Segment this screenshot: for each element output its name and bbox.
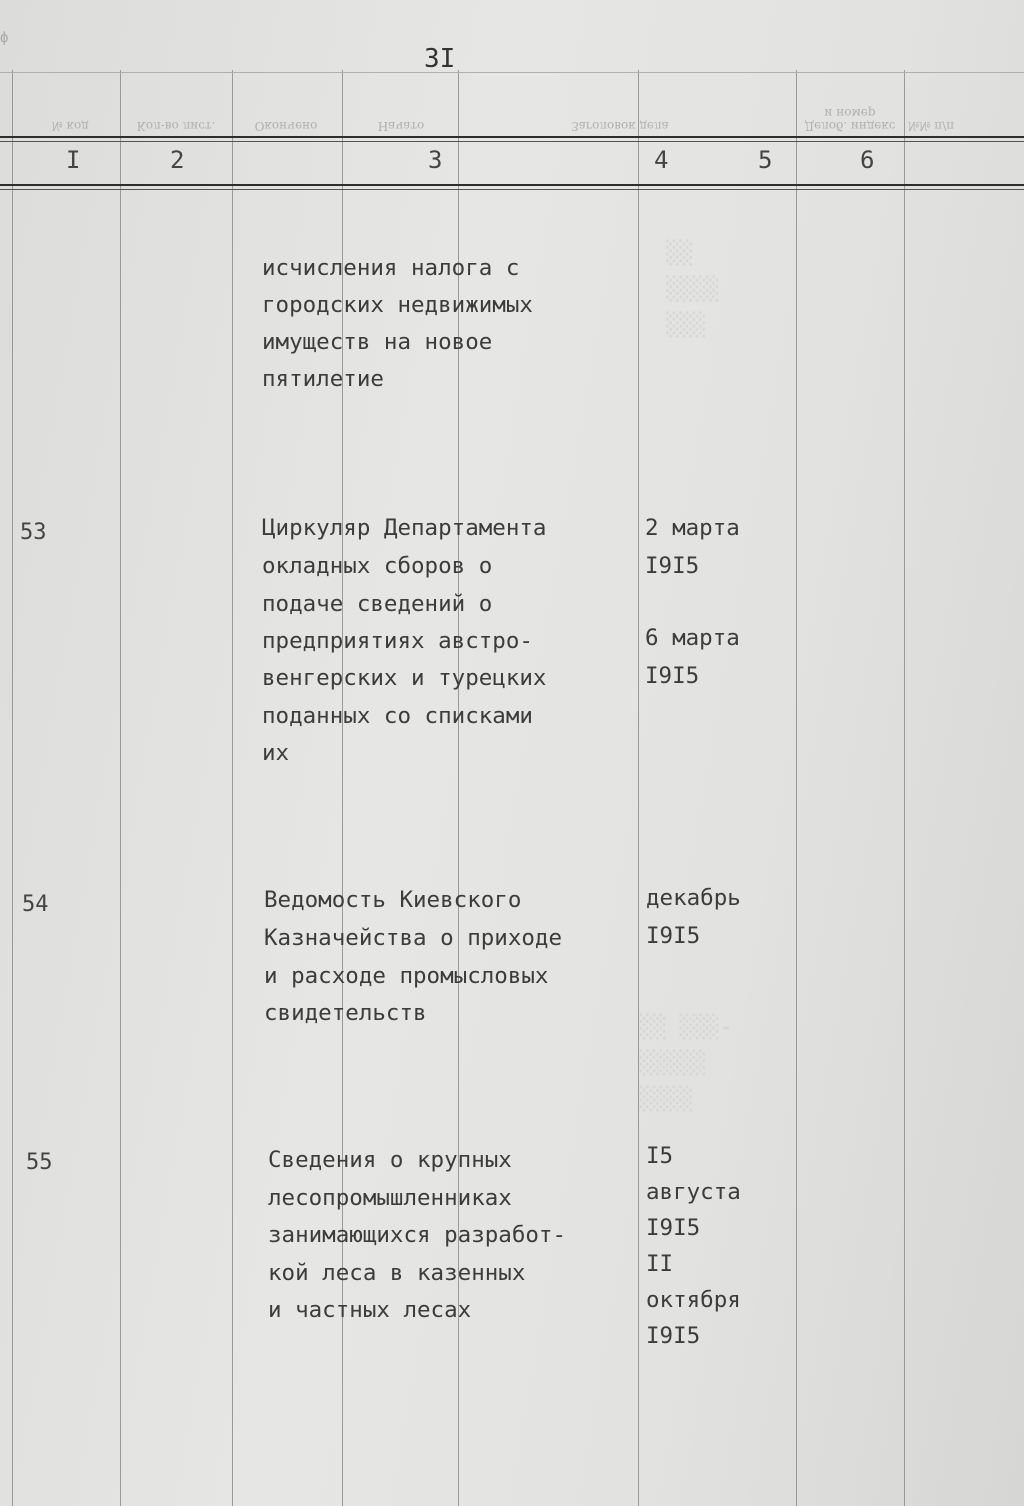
column-rule [638, 70, 639, 1506]
column-number-1: I [66, 146, 81, 174]
entry-date: октября [646, 1287, 741, 1313]
entry-date: I9I5 [646, 1215, 701, 1241]
entry-number: 53 [20, 520, 47, 545]
entry-title-line: пятилетие [262, 366, 384, 392]
header-rule-lower [0, 184, 1024, 186]
entry-date: I9I5 [645, 663, 700, 689]
header-col-sheets: Кол-во лист. [136, 119, 216, 133]
entry-title-line: кой леса в казенных [268, 1260, 526, 1286]
header-top-rule [0, 72, 1024, 73]
entry-title-line: венгерских и турецких [262, 665, 547, 691]
column-number-2: 2 [170, 146, 185, 174]
entry-date: 2 марта [645, 515, 740, 541]
entry-title-line: лесопромышленниках [268, 1185, 512, 1211]
entry-date: августа [646, 1179, 741, 1205]
header-rule-upper-thin [0, 141, 1024, 142]
entry-number: 55 [26, 1150, 53, 1175]
entry-date: II [646, 1251, 674, 1277]
column-rule [12, 70, 13, 1506]
entry-title-line: свидетельств [264, 1000, 427, 1026]
entry-date: декабрь [646, 885, 741, 911]
column-rule [904, 70, 905, 1506]
entry-title-line: Циркуляр Департамента [262, 515, 547, 541]
header-rule-upper [0, 136, 1024, 138]
column-number-4: 4 [654, 146, 669, 174]
entry-title-line: Казначейства о приходе [264, 925, 563, 951]
entry-title-line: и частных лесах [268, 1297, 472, 1323]
header-col-start: Начато [377, 119, 425, 133]
header-col-index: Делоб. индекс и номер [804, 106, 896, 133]
header-col-no: № код [51, 119, 89, 133]
header-col-pp: №№ п/п [907, 119, 955, 133]
column-rule [232, 70, 233, 1506]
entry-title-line: Ведомость Киевского [264, 887, 522, 913]
entry-title-line: имуществ на новое [262, 329, 493, 355]
entry-number: 54 [22, 892, 49, 917]
bleed-through-shadow: ░░ ░░░- ░░░░░ ░░░░ [640, 1015, 733, 1112]
column-number-3: 3 [428, 146, 443, 174]
entry-date: I9I5 [645, 553, 700, 579]
page-number: 3I [424, 44, 456, 74]
entry-title-line: предприятиях австро- [262, 628, 533, 654]
column-number-5: 5 [758, 146, 773, 174]
header-col-title: Заголовок дела [571, 119, 669, 133]
entry-title-line: Сведения о крупных [268, 1147, 512, 1173]
entry-date: I9I5 [646, 1323, 701, 1349]
bleed-through-shadow: ░░ ░░░░ ░░░ [666, 241, 720, 338]
corner-mark: ф [0, 30, 9, 46]
entry-date: 6 марта [645, 625, 740, 651]
column-rule [796, 70, 797, 1506]
entry-title-line: поданных со списками [262, 703, 533, 729]
entry-date: I9I5 [646, 923, 701, 949]
entry-title-line: подаче сведений о [262, 591, 493, 617]
entry-title-line: и расходе промысловых [264, 963, 549, 989]
entry-title-line: окладных сборов о [262, 553, 493, 579]
entry-date: I5 [646, 1143, 674, 1169]
header-col-end: Окончено [254, 119, 318, 133]
entry-title-line: их [262, 740, 290, 766]
column-rule [120, 70, 121, 1506]
header-rule-lower-thin [0, 189, 1024, 190]
entry-title-line: исчисления налога с [262, 255, 520, 281]
entry-title-line: занимающихся разработ- [268, 1222, 567, 1248]
entry-title-line: городских недвижимых [262, 292, 533, 318]
column-number-6: 6 [860, 146, 875, 174]
